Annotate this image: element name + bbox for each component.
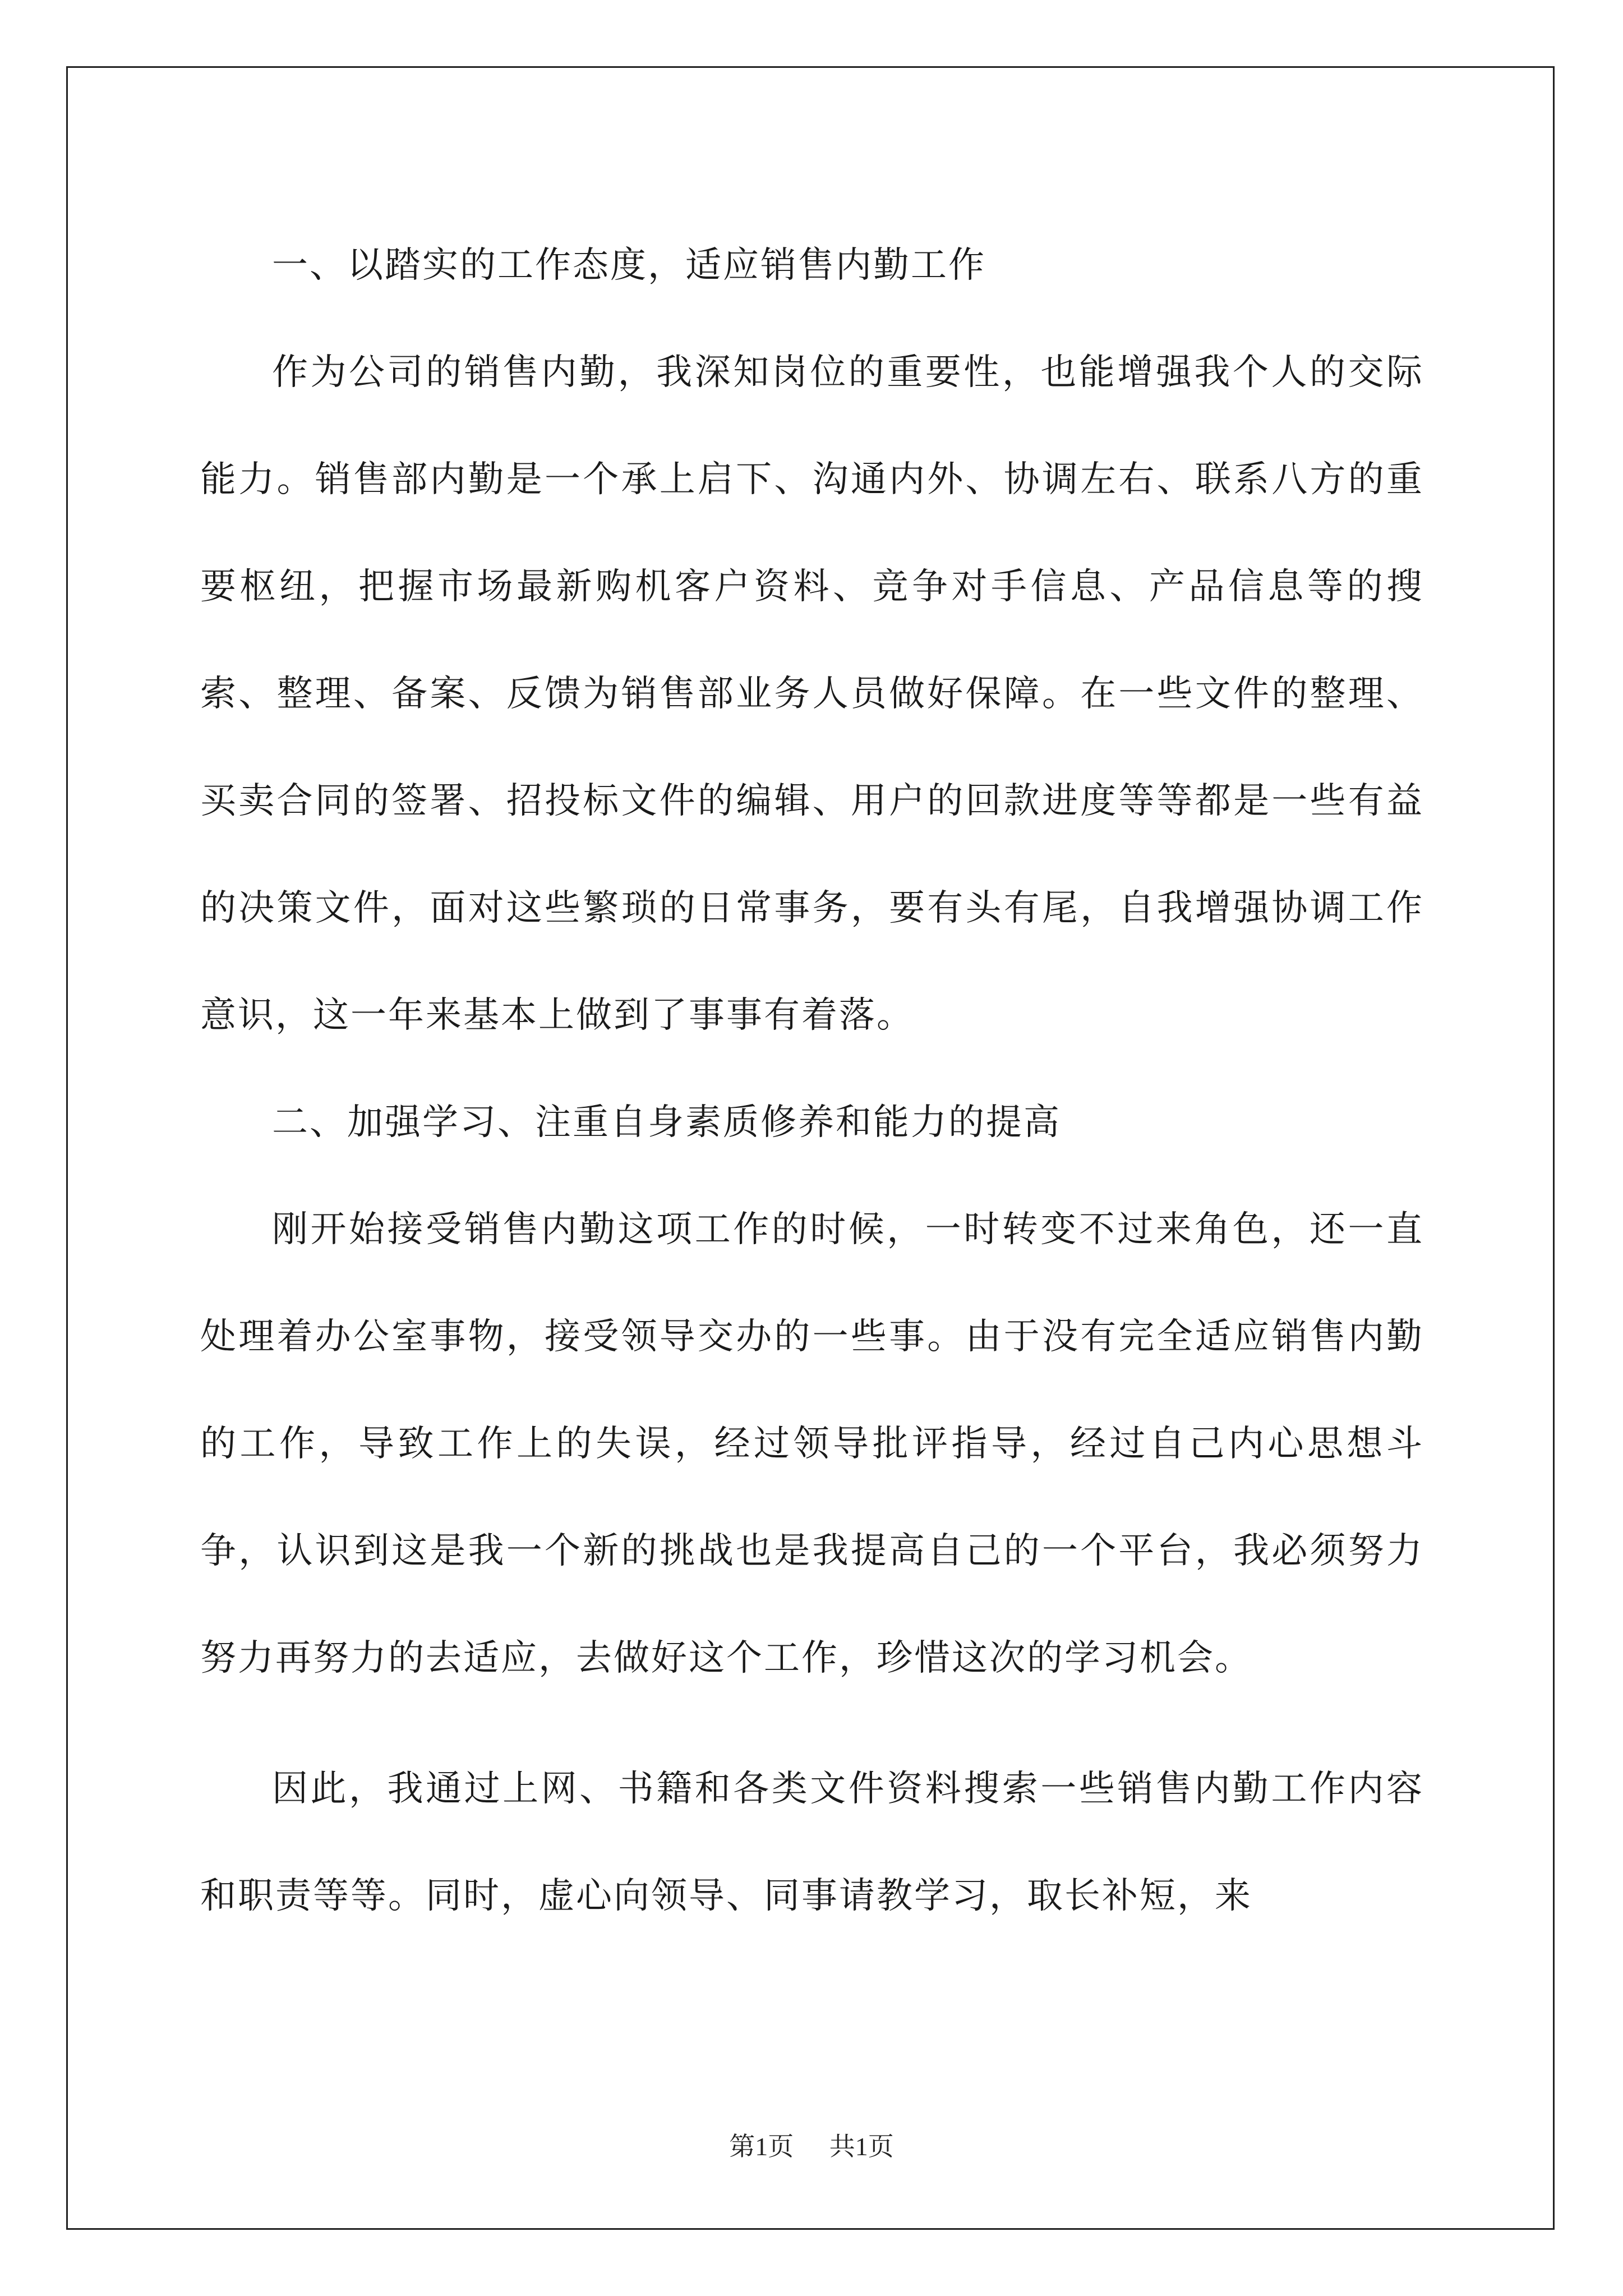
page-number-total: 共1页 [829, 2132, 894, 2161]
section-heading-1: 一、以踏实的工作态度，适应销售内勤工作 [272, 245, 986, 286]
body-paragraph-2: 刚开始接受销售内勤这项工作的时候，一时转变不过来角色，还一直处理着办公室事物，接受领导交办的一些事。由于没有完全适应销售内勤的工作，导致工作上的失误，经过领导批评指导，经过自己内心思想斗争，认识到这是我一个新的挑战也是我提高自己的一个平台，我必须努力努力再努力的去适应，去做好这个工作，珍惜这次的学习机会。 [200, 1209, 1424, 1679]
body-paragraph-3: 因此，我通过上网、书籍和各类文件资料搜索一些销售内勤工作内容和职责等等。同时，虚心向领导、同事请教学习，取长补短，来 [200, 1768, 1424, 1917]
section-heading-2: 二、加强学习、注重自身素质修养和能力的提高 [272, 1102, 1061, 1143]
body-paragraph-1: 作为公司的销售内勤，我深知岗位的重要性，也能增强我个人的交际能力。销售部内勤是一个承上启下、沟通内外、协调左右、联系八方的重要枢纽，把握市场最新购机客户资料、竞争对手信息、产品信息等的搜索、整理、备案、反馈为销售部业务人员做好保障。在一些文件的整理、买卖合同的签署、招投标文件的编辑、用户的回款进度等等都是一些有益的决策文件，面对这些繁琐的日常事务，要有头有尾，自我增强协调工作意识，这一年来基本上做到了事事有着落。 [200, 352, 1424, 1036]
page-footer [0, 2126, 1623, 2163]
page-number-current: 第1页 [729, 2132, 794, 2161]
document-body [200, 212, 1424, 1950]
